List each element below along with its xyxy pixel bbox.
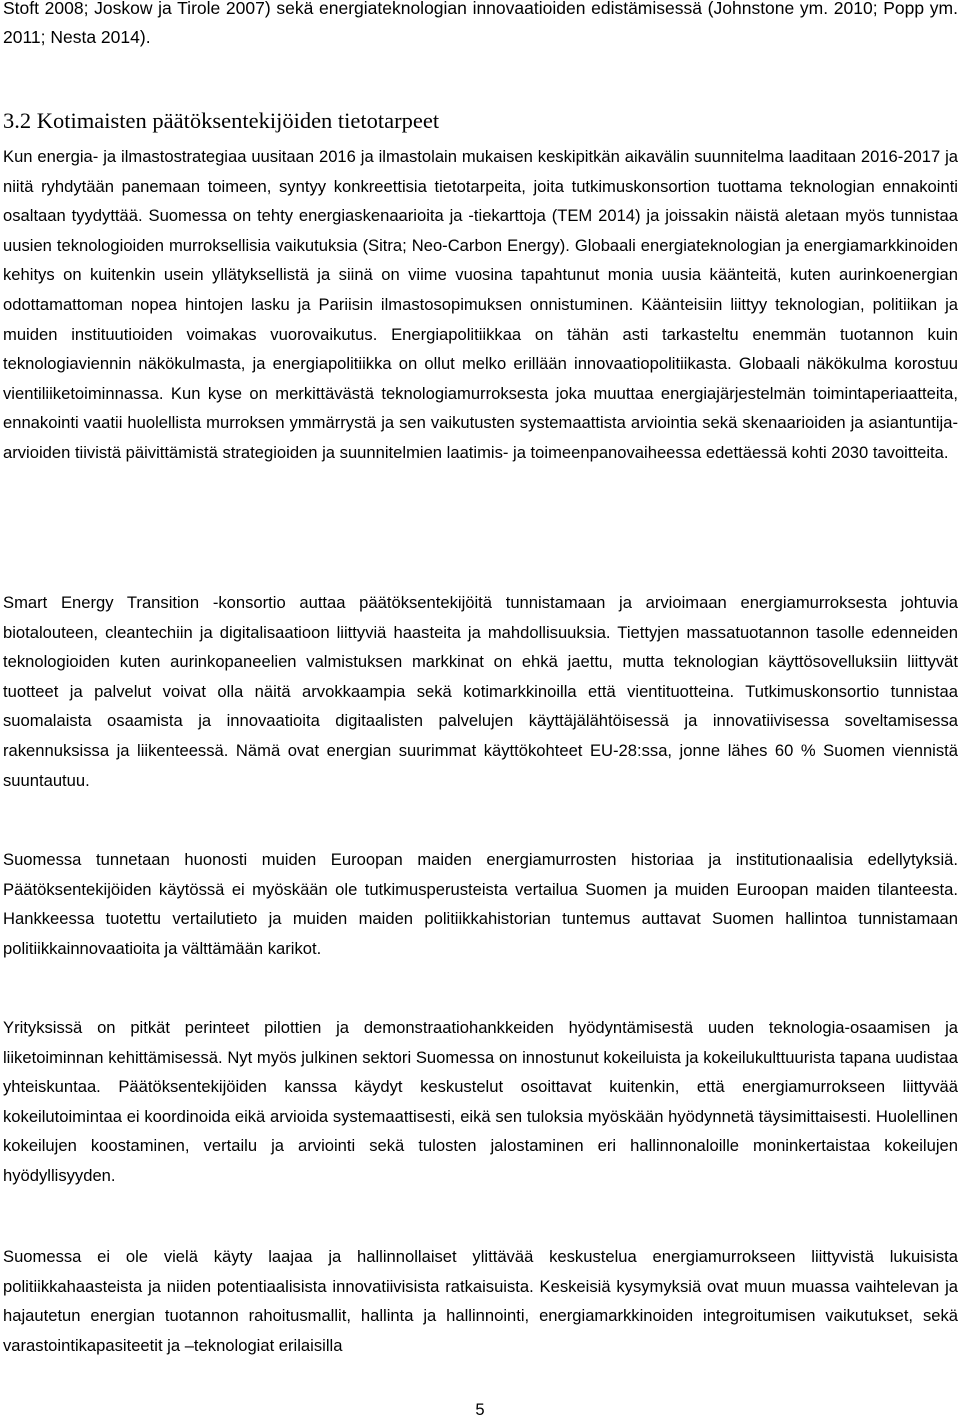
sentence: Suomessa on tehty energiaskenaarioita ja -tiekarttoja (TEM 2014) ja joissakin näistä aletaan myös tunnistaa uusien teknologioiden murroksellisia vaikutuksia (Sitra; Neo-Carbon Energy). [3, 206, 958, 255]
sentence: Päätöksentekijöiden kanssa käydyt keskustelut osoittavat kuitenkin, että energiamurrokseen liittyvää kokeilutoimintaa ei koordinoida eikä arvioida systemaattisesti, eikä sen tuloksia myöskään hyödynnetä täysimittaisesti. [3, 1077, 958, 1126]
paragraph-2 [3, 588, 958, 795]
sentence: Globaali näkökulma korostuu vientiliiketoiminnassa. [3, 354, 958, 403]
section-heading [3, 106, 958, 136]
sentence: Nyt myös julkinen sektori Suomessa on innostunut kokeiluista ja kokeilukulttuurista tapana uudistaa yhteiskuntaa. [3, 1047, 958, 1097]
sentence: Yrityksissä on pitkät perinteet pilottien ja demonstraatiohankkeiden hyödyntämisestä uuden teknologia-osaamisen ja liiketoiminnan kehittämisessä. [3, 1018, 958, 1067]
sentence: Energiapolitiikkaa on tähän asti tarkasteltu enemmän tuotannon kuin teknologiaviennin näkökulmasta, ja energiapolitiikka on ollut melko erillään innovaatiopolitiikasta. [3, 324, 958, 374]
sentence: Smart Energy Transition -konsortio auttaa päätöksentekijöitä tunnistamaan ja arvioimaan energiamurroksesta johtuvia biotalouteen, cleantechiin ja digitalisaatioon liittyviä haasteita ja mahdollisuuksia. [3, 593, 958, 642]
sentence: Päätöksentekijöiden käytössä ei myöskään ole tutkimusperusteista vertailua Suomen ja muiden Euroopan maiden tilanteesta. [3, 879, 958, 899]
sentence: Kun energia- ja ilmastostrategiaa uusitaan 2016 ja ilmastolain mukaisen keskipitkän aikavälin suunnitelma laaditaan 2016-2017 ja niitä ryhdytään panemaan toimeen, syntyy konkreettisia tietotarpeita, joita tutkimuskonsortion tuottama teknologian ennakointi osaltaan tyydyttää. [3, 147, 958, 226]
sentence: Huolellinen kokeilujen koostaminen, vertailu ja arviointi sekä tulosten jalostaminen eri hallinnonaloille moninkertaistaa kokeilujen hyödyllisyyden. [3, 1106, 958, 1185]
sentence: Nämä ovat energian suurimmat käyttökohteet EU-28:ssa, jonne lähes 60 % Suomen viennistä suuntautuu. [3, 740, 958, 790]
paragraph-1 [3, 142, 958, 468]
sentence: Suomessa tunnetaan huonosti muiden Euroopan maiden energiamurrosten historiaa ja institutionaalisia edellytyksiä. [3, 850, 958, 869]
paragraph-4 [3, 1013, 958, 1191]
intro-paragraph [3, 0, 958, 52]
sentence: Globaali energiateknologian ja energiamarkkinoiden kehitys on kuitenkin usein yllätyksellistä ja siinä on viime vuosina tapahtunut monia uusia käänteitä, kuten aurinkoenergian odottamattoman nopea hintojen lasku ja Pariisin ilmastosopimuksen onnistuminen. [3, 235, 958, 314]
sentence: Suomessa ei ole vielä käyty laajaa ja hallinnollaiset ylittävää keskustelua energiamurrokseen liittyvistä lukuisista politiikkahaasteista ja niiden potentiaalisista innovatiivisista ratkaisuista. [3, 1247, 958, 1296]
sentence: Tutkimuskonsortio tunnistaa suomalaista osaamista ja innovaatioita digitaalisten palvelujen käyttäjälähtöisessä ja innovatiivisessa soveltamisessa rakennuksissa ja liikenteessä. [3, 681, 958, 760]
paragraph-3 [3, 845, 958, 963]
section-number: 3.2 [3, 108, 32, 133]
paragraph-5 [3, 1242, 958, 1360]
sentence: Käänteisiin liittyy teknologian, politiikan ja muiden instituutioiden voimakas vuorovaikutus. [3, 294, 959, 344]
page-number: 5 [475, 1400, 485, 1419]
sentence: Hankkeessa tuotettu vertailutieto ja muiden maiden politiikkahistorian tuntemus auttavat Suomen hallintoa tunnistamaan politiikkainnovaatioita ja välttämään karikot. [3, 909, 958, 958]
sentence: Kun kyse on merkittävästä teknologiamurroksesta joka muuttaa energiajärjestelmän toimintaperiaatteita, ennakointi vaatii huolellista murroksen ymmärrystä ja sen vaikutusten systemaattista arviointia sekä skenaarioiden ja asiantuntija-arvioiden tiivistä päivittämistä strategioiden ja suunnitelmien laatimis- ja toimeenpanovaiheessa edettäessä kohti 2030 tavoitteita. [3, 383, 958, 462]
sentence: Keskeisiä kysymyksiä ovat muun muassa vaihtelevan ja hajautetun energian tuotannon rahoitusmallit, hallinta ja hallinnointi, energiamarkkinoiden integroitumisen vaikutukset, sekä varastointikapasiteetit ja –teknologiat erilaisilla [3, 1276, 958, 1355]
intro-text: Stoft 2008; Joskow ja Tirole 2007) sekä energiateknologian innovaatioiden edistämisessä (Johnstone ym. 2010; Popp ym. 2011; Nesta 2014). [3, 0, 958, 47]
section-title: Kotimaisten päätöksentekijöiden tietotarpeet [36, 108, 440, 133]
sentence: Tiettyjen massatuotannon tasolle edenneiden teknologioiden kuten aurinkopaneelien valmistuksen markkinat on ehkä jaettu, mutta teknologian käyttösovelluksiin liittyvät tuotteet ja palvelut voivat olla näitä arvokkaampia sekä kotimarkkinoilla että vientituotteina. [3, 622, 958, 701]
